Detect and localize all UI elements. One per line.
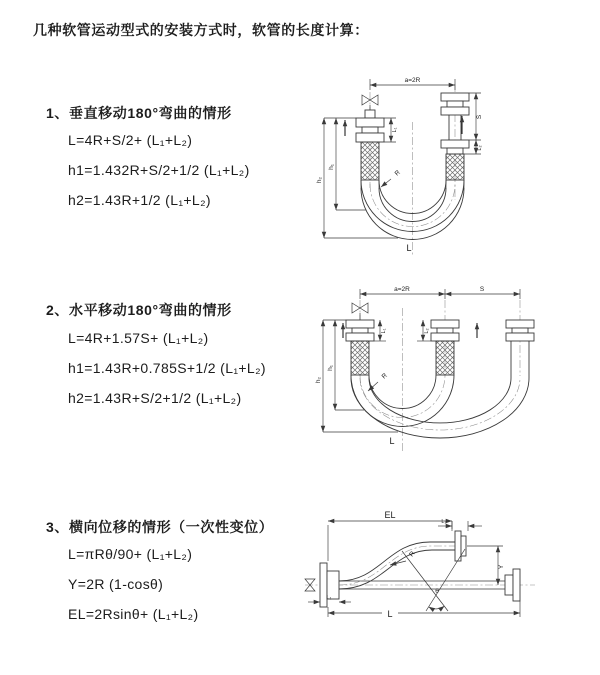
dim-label-l1: L₁ xyxy=(326,595,332,601)
dimension-y xyxy=(467,546,505,585)
dimension-l1 xyxy=(374,320,387,341)
dimension-a2r xyxy=(360,286,520,299)
diagram-lateral-displacement xyxy=(300,505,600,645)
dim-label-r: R xyxy=(393,169,402,178)
diagram-vertical-180-bend xyxy=(310,70,590,260)
dimension-l-total xyxy=(328,601,520,619)
braided-hose-section xyxy=(351,341,369,375)
dimension-l2 xyxy=(417,320,431,341)
braided-hose-section xyxy=(436,341,454,375)
middle-pipe-fitting xyxy=(431,320,459,375)
diagram-horizontal-180-bend xyxy=(310,280,600,460)
dim-label-l1: L₁ xyxy=(381,328,387,334)
radius-callout xyxy=(390,550,417,565)
dim-label-s: S xyxy=(479,286,485,293)
dimension-l2 xyxy=(438,519,482,531)
hose-s-curve xyxy=(339,542,455,589)
formula-line: Y=2R (1-cosθ) xyxy=(68,576,164,592)
radius-callout xyxy=(381,169,402,187)
left-pipe-fitting xyxy=(356,110,384,180)
dim-label-el: EL xyxy=(384,510,396,520)
formula-line: h1=1.432R+S/2+1/2 (L₁+L₂) xyxy=(68,162,250,178)
dimension-s xyxy=(469,93,483,140)
formula-line: h1=1.43R+0.785S+1/2 (L₁+L₂) xyxy=(68,360,266,376)
dim-label-r: R xyxy=(380,372,389,381)
dim-label-y: Y xyxy=(498,564,505,570)
dim-label-a2r: a=2R xyxy=(404,77,421,84)
dim-label-a2r: a=2R xyxy=(394,286,410,293)
dim-label-r: R xyxy=(408,550,417,559)
page-title: 几种软管运动型式的安装方式时，软管的长度计算： xyxy=(33,22,369,38)
braided-hose-section xyxy=(361,142,379,180)
dim-label-l: L xyxy=(387,609,393,619)
dim-label-l-total: L xyxy=(389,436,395,446)
dimension-el xyxy=(328,510,452,561)
section-1-heading: 1、垂直移动180°弯曲的情形 xyxy=(46,105,232,121)
dim-label-s: S xyxy=(476,114,483,120)
dimension-h1 xyxy=(328,118,366,210)
dim-label-h2: h₂ xyxy=(315,376,322,384)
radius-callout xyxy=(368,372,389,391)
formula-line: h2=1.43R+S/2+1/2 (L₁+L₂) xyxy=(68,390,242,406)
dimension-l1 xyxy=(308,595,351,602)
dimension-a2r xyxy=(370,77,455,90)
dim-label-h2: h₂ xyxy=(316,176,323,184)
section-3-heading: 3、横向位移的情形（一次性变位） xyxy=(46,519,274,535)
formula-line: L=4R+S/2+ (L₁+L₂) xyxy=(68,132,193,148)
dim-label-h1: h₁ xyxy=(327,365,334,371)
dimension-s xyxy=(445,286,520,294)
dimension-l1 xyxy=(384,118,398,142)
formula-line: L=πRθ/90+ (L₁+L₂) xyxy=(68,546,193,562)
dim-label-l-total: L xyxy=(406,243,412,253)
dim-label-h1: h₁ xyxy=(328,164,335,170)
dim-label-l2: L₂ xyxy=(441,519,447,525)
left-pipe-fitting xyxy=(346,320,374,375)
hose-u-bend-position-b xyxy=(351,375,529,438)
dim-label-l1: L₁ xyxy=(392,127,398,133)
dim-label-theta: θ xyxy=(435,588,439,595)
right-pipe-fitting-original xyxy=(505,569,520,601)
section-2-heading: 2、水平移动180°弯曲的情形 xyxy=(46,302,232,318)
formula-line: L=4R+1.57S+ (L₁+L₂) xyxy=(68,330,209,346)
braided-hose-section xyxy=(446,154,464,180)
formula-line: EL=2Rsinθ+ (L₁+L₂) xyxy=(68,606,199,622)
dim-label-l2: L₂ xyxy=(477,145,483,151)
dim-label-l2: L₂ xyxy=(424,328,430,334)
formula-line: h2=1.43R+1/2 (L₁+L₂) xyxy=(68,192,211,208)
